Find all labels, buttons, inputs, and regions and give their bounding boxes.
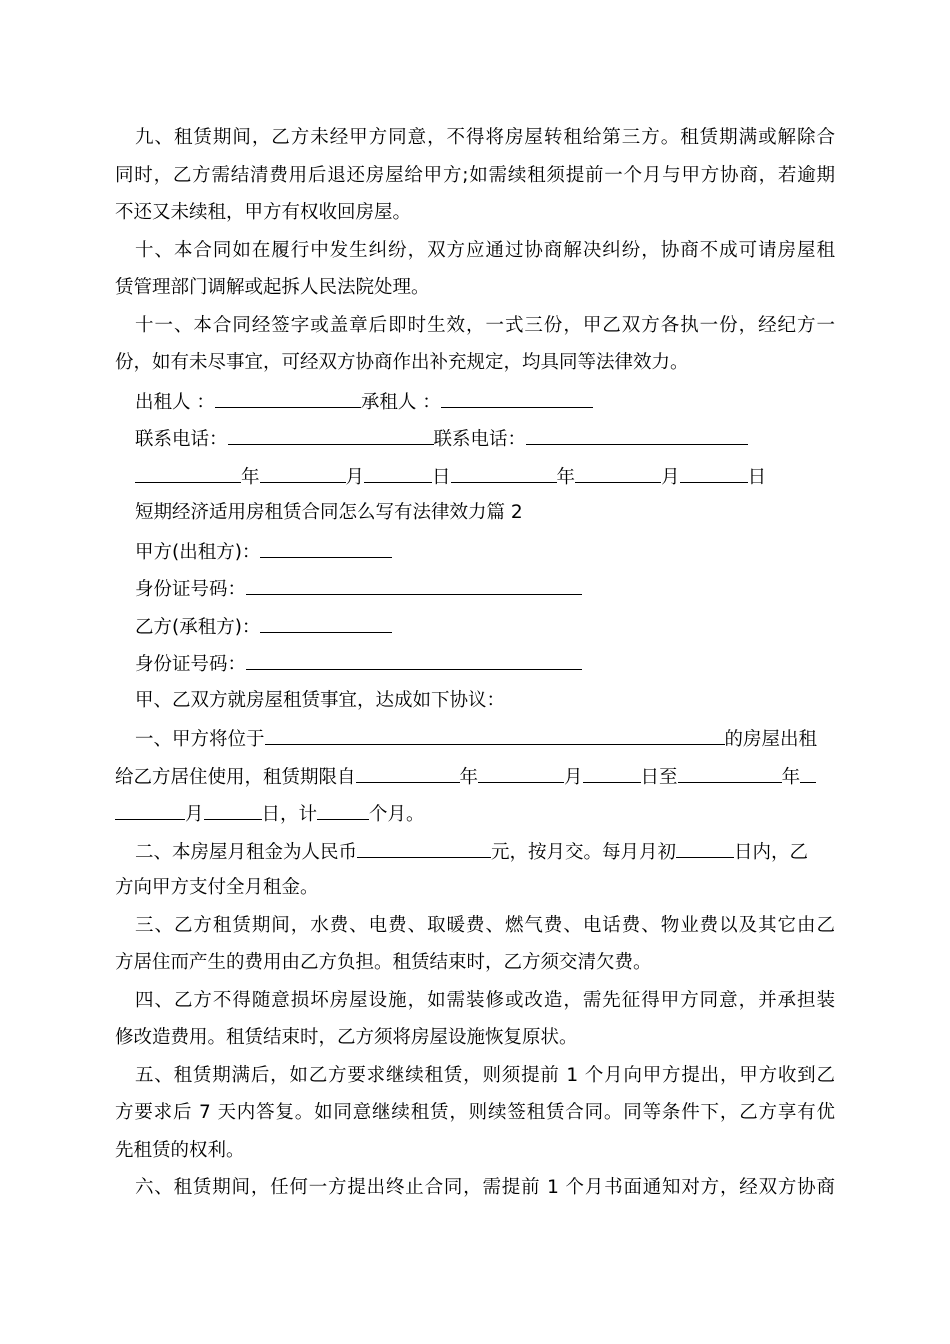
- year-blank-1[interactable]: [135, 464, 241, 483]
- article-3-line-1: 三、乙方租赁期间，水费、电费、取暖费、燃气费、电话费、物业费以及其它由乙: [135, 915, 835, 936]
- month-blank-2[interactable]: [575, 464, 661, 483]
- article-1-line-1: [135, 726, 835, 750]
- clause-9-line-2: 同时，乙方需结清费用后退还房屋给甲方;如需续租须提前一个月与甲方协商，若逾期: [115, 165, 835, 186]
- id-blank-2[interactable]: [246, 651, 582, 670]
- party-a-label: 甲方(出租方)：: [135, 542, 261, 563]
- article-5-line-3: 先租赁的权利。: [115, 1140, 245, 1161]
- lessee-label: 承租人 ：: [360, 392, 441, 413]
- article-2-text-c: 日内，乙: [734, 842, 809, 863]
- clause-10-line-2: 赁管理部门调解或起拆人民法院处理。: [115, 277, 430, 298]
- year-label-2: 年: [556, 467, 576, 488]
- article-5-line-1: 五、租赁期满后，如乙方要求继续租赁，则须提前 1 个月向甲方提出，甲方收到乙: [135, 1065, 835, 1086]
- article-1-text-c: 给乙方居住使用，租赁期限自: [115, 767, 356, 788]
- lessor-blank[interactable]: [215, 389, 361, 408]
- article-1-text-d: 日至: [640, 767, 678, 788]
- party-b-blank[interactable]: [260, 614, 392, 633]
- article-4-line-1: 四、乙方不得随意损坏房屋设施，如需装修或改造，需先征得甲方同意，并承担装: [135, 990, 835, 1011]
- article-3-line-2: 方居住而产生的费用由乙方负担。租赁结束时，乙方须交清欠费。: [115, 952, 652, 973]
- address-blank[interactable]: [265, 726, 725, 745]
- article-1-line-2: [115, 764, 835, 788]
- article-1-text-a: 一、甲方将位于: [135, 729, 265, 750]
- section-2-title: 短期经济适用房租赁合同怎么写有法律效力篇 2: [135, 502, 523, 523]
- lessee-phone-label: 联系电话：: [433, 429, 527, 450]
- clause-11-line-2: 份，如有未尽事宜，可经双方协商作出补充规定，均具同等法律效力。: [115, 352, 689, 373]
- clause-10-line-1: 十、本合同如在履行中发生纠纷，双方应通过协商解决纠纷，协商不成可请房屋租: [135, 240, 835, 261]
- article-1-text-f: 个月。: [369, 804, 425, 825]
- party-b-label: 乙方(承租方)：: [135, 617, 261, 638]
- party-a-row: [135, 539, 835, 563]
- month-blank-1[interactable]: [260, 464, 346, 483]
- lessee-phone-blank[interactable]: [526, 426, 748, 445]
- article-1-line-3: [115, 801, 835, 825]
- party-b-row: [135, 614, 835, 638]
- clause-9-line-3: 不还又未续租，甲方有权收回房屋。: [115, 202, 412, 223]
- end-month-label: 月: [185, 804, 204, 825]
- id-row-1: [135, 576, 835, 600]
- end-year-blank[interactable]: [678, 764, 782, 783]
- pay-day-blank[interactable]: [676, 839, 734, 858]
- article-4-line-2: 修改造费用。租赁结束时，乙方须将房屋设施恢复原状。: [115, 1027, 578, 1048]
- article-2-text-b: 元，按月交。每月月初: [491, 842, 677, 863]
- day-label-2: 日: [747, 467, 767, 488]
- article-1-text-e: 日，计: [261, 804, 318, 825]
- party-a-blank[interactable]: [260, 539, 392, 558]
- end-month-blank-a[interactable]: [800, 764, 816, 783]
- article-2-line-1: [135, 839, 835, 863]
- month-label-2: 月: [661, 467, 680, 488]
- end-year-label: 年: [781, 767, 801, 788]
- id-blank-1[interactable]: [246, 576, 582, 595]
- lessee-blank[interactable]: [441, 389, 593, 408]
- signature-row: [135, 389, 835, 413]
- rent-amount-blank[interactable]: [357, 839, 491, 858]
- clause-9-line-1: 九、租赁期间，乙方未经甲方同意，不得将房屋转租给第三方。租赁期满或解除合: [135, 127, 835, 148]
- id-row-2: [135, 651, 835, 675]
- day-blank-2[interactable]: [680, 464, 748, 483]
- end-day-blank[interactable]: [204, 801, 262, 820]
- article-6-line-1: 六、租赁期间，任何一方提出终止合同，需提前 1 个月书面通知对方，经双方协商: [135, 1177, 835, 1198]
- start-month-label: 月: [564, 767, 583, 788]
- date-row: [135, 464, 835, 488]
- start-year-blank[interactable]: [356, 764, 460, 783]
- year-blank-2[interactable]: [451, 464, 557, 483]
- article-1-text-b: 的房屋出租: [724, 729, 818, 750]
- months-count-blank[interactable]: [317, 801, 369, 820]
- lessor-phone-label: 联系电话：: [135, 429, 228, 450]
- lessor-label: 出租人 ：: [135, 392, 215, 413]
- year-label-1: 年: [241, 467, 260, 488]
- start-day-blank[interactable]: [583, 764, 641, 783]
- day-label-1: 日: [432, 467, 451, 488]
- start-month-blank[interactable]: [478, 764, 564, 783]
- article-2-line-2: 方向甲方支付全月租金。: [115, 877, 319, 898]
- start-year-label: 年: [459, 767, 479, 788]
- article-2-text-a: 二、本房屋月租金为人民币: [135, 842, 358, 863]
- id-label-1: 身份证号码：: [135, 579, 247, 600]
- end-month-blank-b[interactable]: [115, 801, 185, 820]
- month-label-1: 月: [345, 467, 365, 488]
- id-label-2: 身份证号码：: [135, 654, 247, 675]
- day-blank-1[interactable]: [364, 464, 432, 483]
- article-5-line-2: 方要求后 7 天内答复。如同意继续租赁，则续签租赁合同。同等条件下，乙方享有优: [115, 1102, 835, 1123]
- phone-row: [135, 426, 835, 450]
- agreement-intro: 甲、乙双方就房屋租赁事宜，达成如下协议：: [135, 690, 506, 711]
- clause-11-line-1: 十一、本合同经签字或盖章后即时生效，一式三份，甲乙双方各执一份，经纪方一: [135, 315, 835, 336]
- lessor-phone-blank[interactable]: [228, 426, 434, 445]
